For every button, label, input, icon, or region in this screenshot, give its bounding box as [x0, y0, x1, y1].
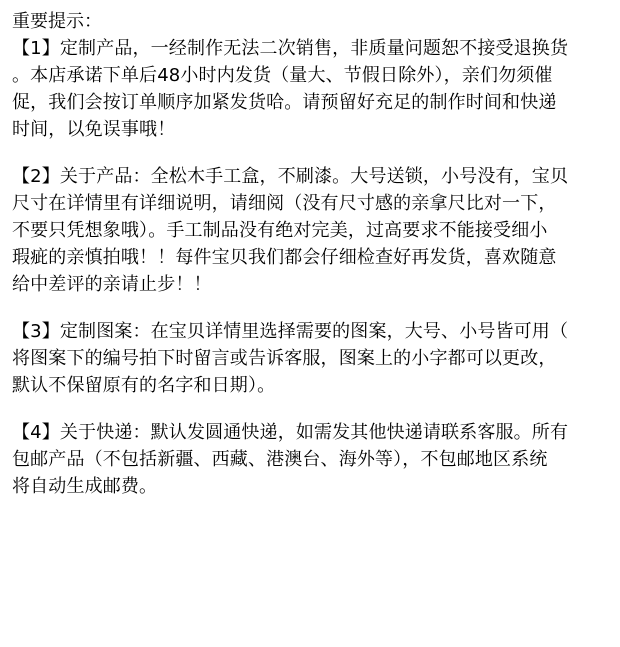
notice-section-3	[12, 318, 616, 399]
notice-line: 时间，以免误事哦！	[12, 119, 176, 140]
notice-line: 默认不保留原有的名字和日期）。	[12, 375, 276, 396]
notice-line: 包邮产品（不包括新疆、西藏、港澳台、海外等），不包邮地区系统	[12, 449, 548, 470]
notice-title: 重要提示：	[12, 11, 102, 32]
notice-section-1	[12, 35, 616, 143]
notice-line: 给中差评的亲请止步！！	[12, 274, 212, 295]
notice-line: 将自动生成邮费。	[12, 476, 158, 497]
notice-line: 【3】定制图案：在宝贝详情里选择需要的图案，大号、小号皆可用（	[12, 321, 569, 342]
notice-line: 【2】关于产品：全松木手工盒，不刷漆。大号送锁，小号没有，宝贝	[12, 166, 569, 187]
notice-line: 【4】关于快递：默认发圆通快递，如需发其他快递请联系客服。所有	[12, 422, 569, 443]
notice-line: 尺寸在详情里有详细说明，请细阅（没有尺寸感的亲拿尺比对一下，	[12, 193, 557, 214]
notice-line: 不要只凭想象哦）。手工制品没有绝对完美，过高要求不能接受细小	[12, 220, 548, 241]
notice-line: 【1】定制产品，一经制作无法二次销售，非质量问题恕不接受退换货	[12, 38, 569, 59]
notice-section-2	[12, 163, 616, 298]
notice-line: 将图案下的编号拍下时留言或告诉客服，图案上的小字都可以更改，	[12, 348, 557, 369]
notice-line: 。本店承诺下单后48小时内发货（量大、节假日除外），亲们勿须催	[12, 65, 553, 86]
notice-line: 促，我们会按订单顺序加紧发货哈。请预留好充足的制作时间和快递	[12, 92, 557, 113]
notice-line: 瑕疵的亲慎拍哦！！每件宝贝我们都会仔细检查好再发货，喜欢随意	[12, 247, 557, 268]
notice-section-4	[12, 419, 616, 500]
notice-document	[12, 8, 616, 500]
